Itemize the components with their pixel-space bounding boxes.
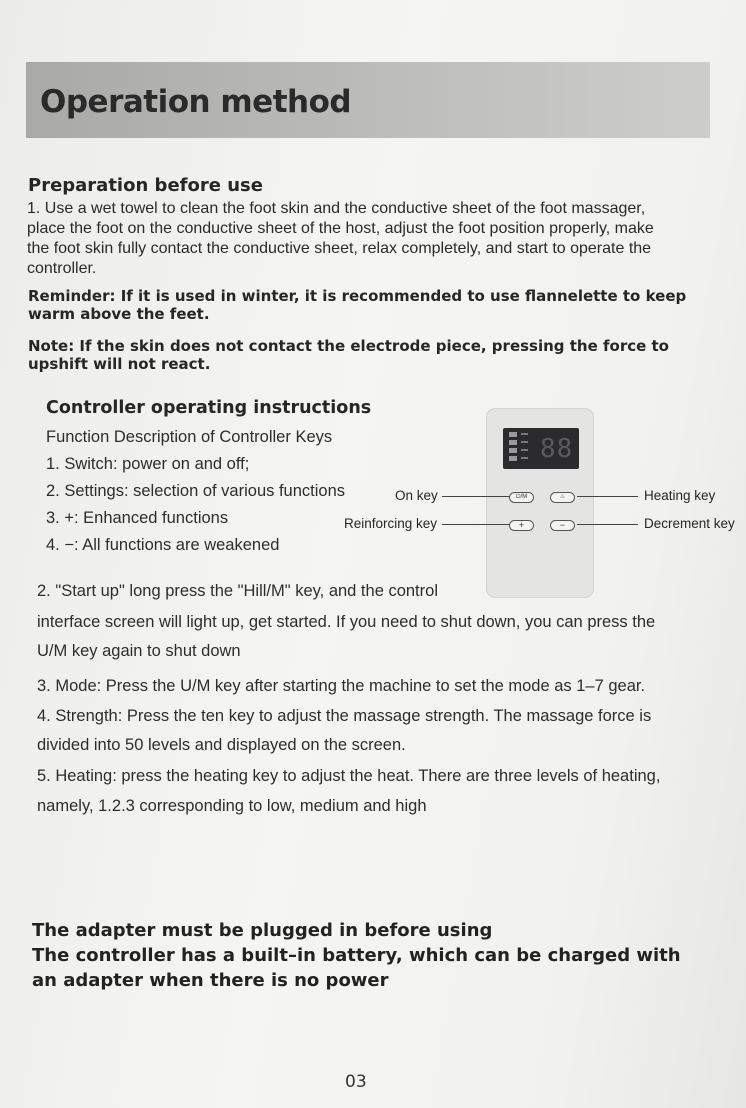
reminder-text	[28, 287, 686, 323]
controller-heading: Controller operating instructions	[46, 398, 372, 418]
step-line: 5. Heating: press the heating key to adjust the heat. There are three levels of heating,	[37, 767, 661, 785]
list-item: 1. Switch: power on and off;	[46, 455, 250, 473]
indicator-label-mark	[521, 457, 528, 459]
preparation-step-1	[27, 199, 727, 279]
step-line: 2. "Start up" long press the "Hill/M" key, and the control	[37, 582, 438, 600]
mode-indicator-icon	[509, 440, 517, 445]
list-item: 4. −: All functions are weakened	[46, 536, 280, 554]
reinforcing-key-label: Reinforcing key	[344, 516, 438, 531]
mode-indicator-icon	[509, 448, 517, 453]
on-key-label: On key	[395, 488, 438, 503]
step-line: divided into 50 levels and displayed on the screen.	[37, 736, 406, 754]
decrement-key-label: Decrement key	[644, 516, 735, 531]
mode-indicator-icon	[509, 432, 517, 437]
page-number: 03	[345, 1072, 367, 1092]
page-title: Operation method	[40, 84, 352, 120]
power-mode-key-icon: ⏻/M	[509, 492, 534, 503]
list-item: 3. +: Enhanced functions	[46, 509, 229, 527]
minus-key-icon: −	[550, 520, 575, 531]
list-item: 2. Settings: selection of various functions	[46, 482, 345, 500]
leader-line	[577, 524, 638, 525]
controller-subheading: Function Description of Controller Keys	[46, 428, 333, 446]
leader-line	[577, 496, 638, 497]
heating-key-icon: ♨	[550, 492, 575, 503]
text-line: Reminder: If it is used in winter, it is recommended to use flannelette to keep	[28, 287, 687, 305]
adapter-notice	[32, 918, 681, 993]
heating-key-label: Heating key	[644, 488, 716, 503]
controller-display	[503, 428, 579, 469]
text-line: the foot skin fully contact the conductive sheet, relax completely, and start to operate the	[27, 240, 652, 257]
indicator-label-mark	[521, 449, 528, 451]
leader-line	[442, 496, 510, 497]
text-line: The controller has a built–in battery, which can be charged with	[32, 945, 681, 966]
text-line: an adapter when there is no power	[32, 970, 389, 991]
plus-key-icon: +	[509, 520, 534, 531]
text-line: The adapter must be plugged in before using	[32, 920, 493, 941]
step-line: 3. Mode: Press the U/M key after starting the machine to set the mode as 1–7 gear.	[37, 677, 646, 695]
indicator-label-mark	[521, 441, 528, 443]
mode-indicator-icon	[509, 456, 517, 461]
text-line: warm above the feet.	[28, 305, 210, 323]
text-line: 1. Use a wet towel to clean the foot skin and the conductive sheet of the foot massager,	[27, 200, 646, 217]
title-banner	[26, 62, 710, 138]
text-line: upshift will not react.	[28, 355, 211, 373]
text-line: controller.	[27, 260, 97, 277]
display-digits: 88	[540, 434, 574, 464]
step-line: namely, 1.2.3 corresponding to low, medium and high	[37, 797, 427, 815]
step-line: interface screen will light up, get started. If you need to shut down, you can press the	[37, 613, 656, 631]
controller-illustration	[486, 408, 594, 598]
text-line: Note: If the skin does not contact the electrode piece, pressing the force to	[28, 337, 669, 355]
text-line: place the foot on the conductive sheet of the host, adjust the foot position properly, make	[27, 220, 654, 237]
step-line: U/M key again to shut down	[37, 642, 241, 660]
leader-line	[442, 524, 510, 525]
note-text	[28, 337, 669, 373]
step-line: 4. Strength: Press the ten key to adjust the massage strength. The massage force is	[37, 707, 652, 725]
preparation-heading: Preparation before use	[28, 175, 263, 196]
indicator-label-mark	[521, 433, 528, 435]
